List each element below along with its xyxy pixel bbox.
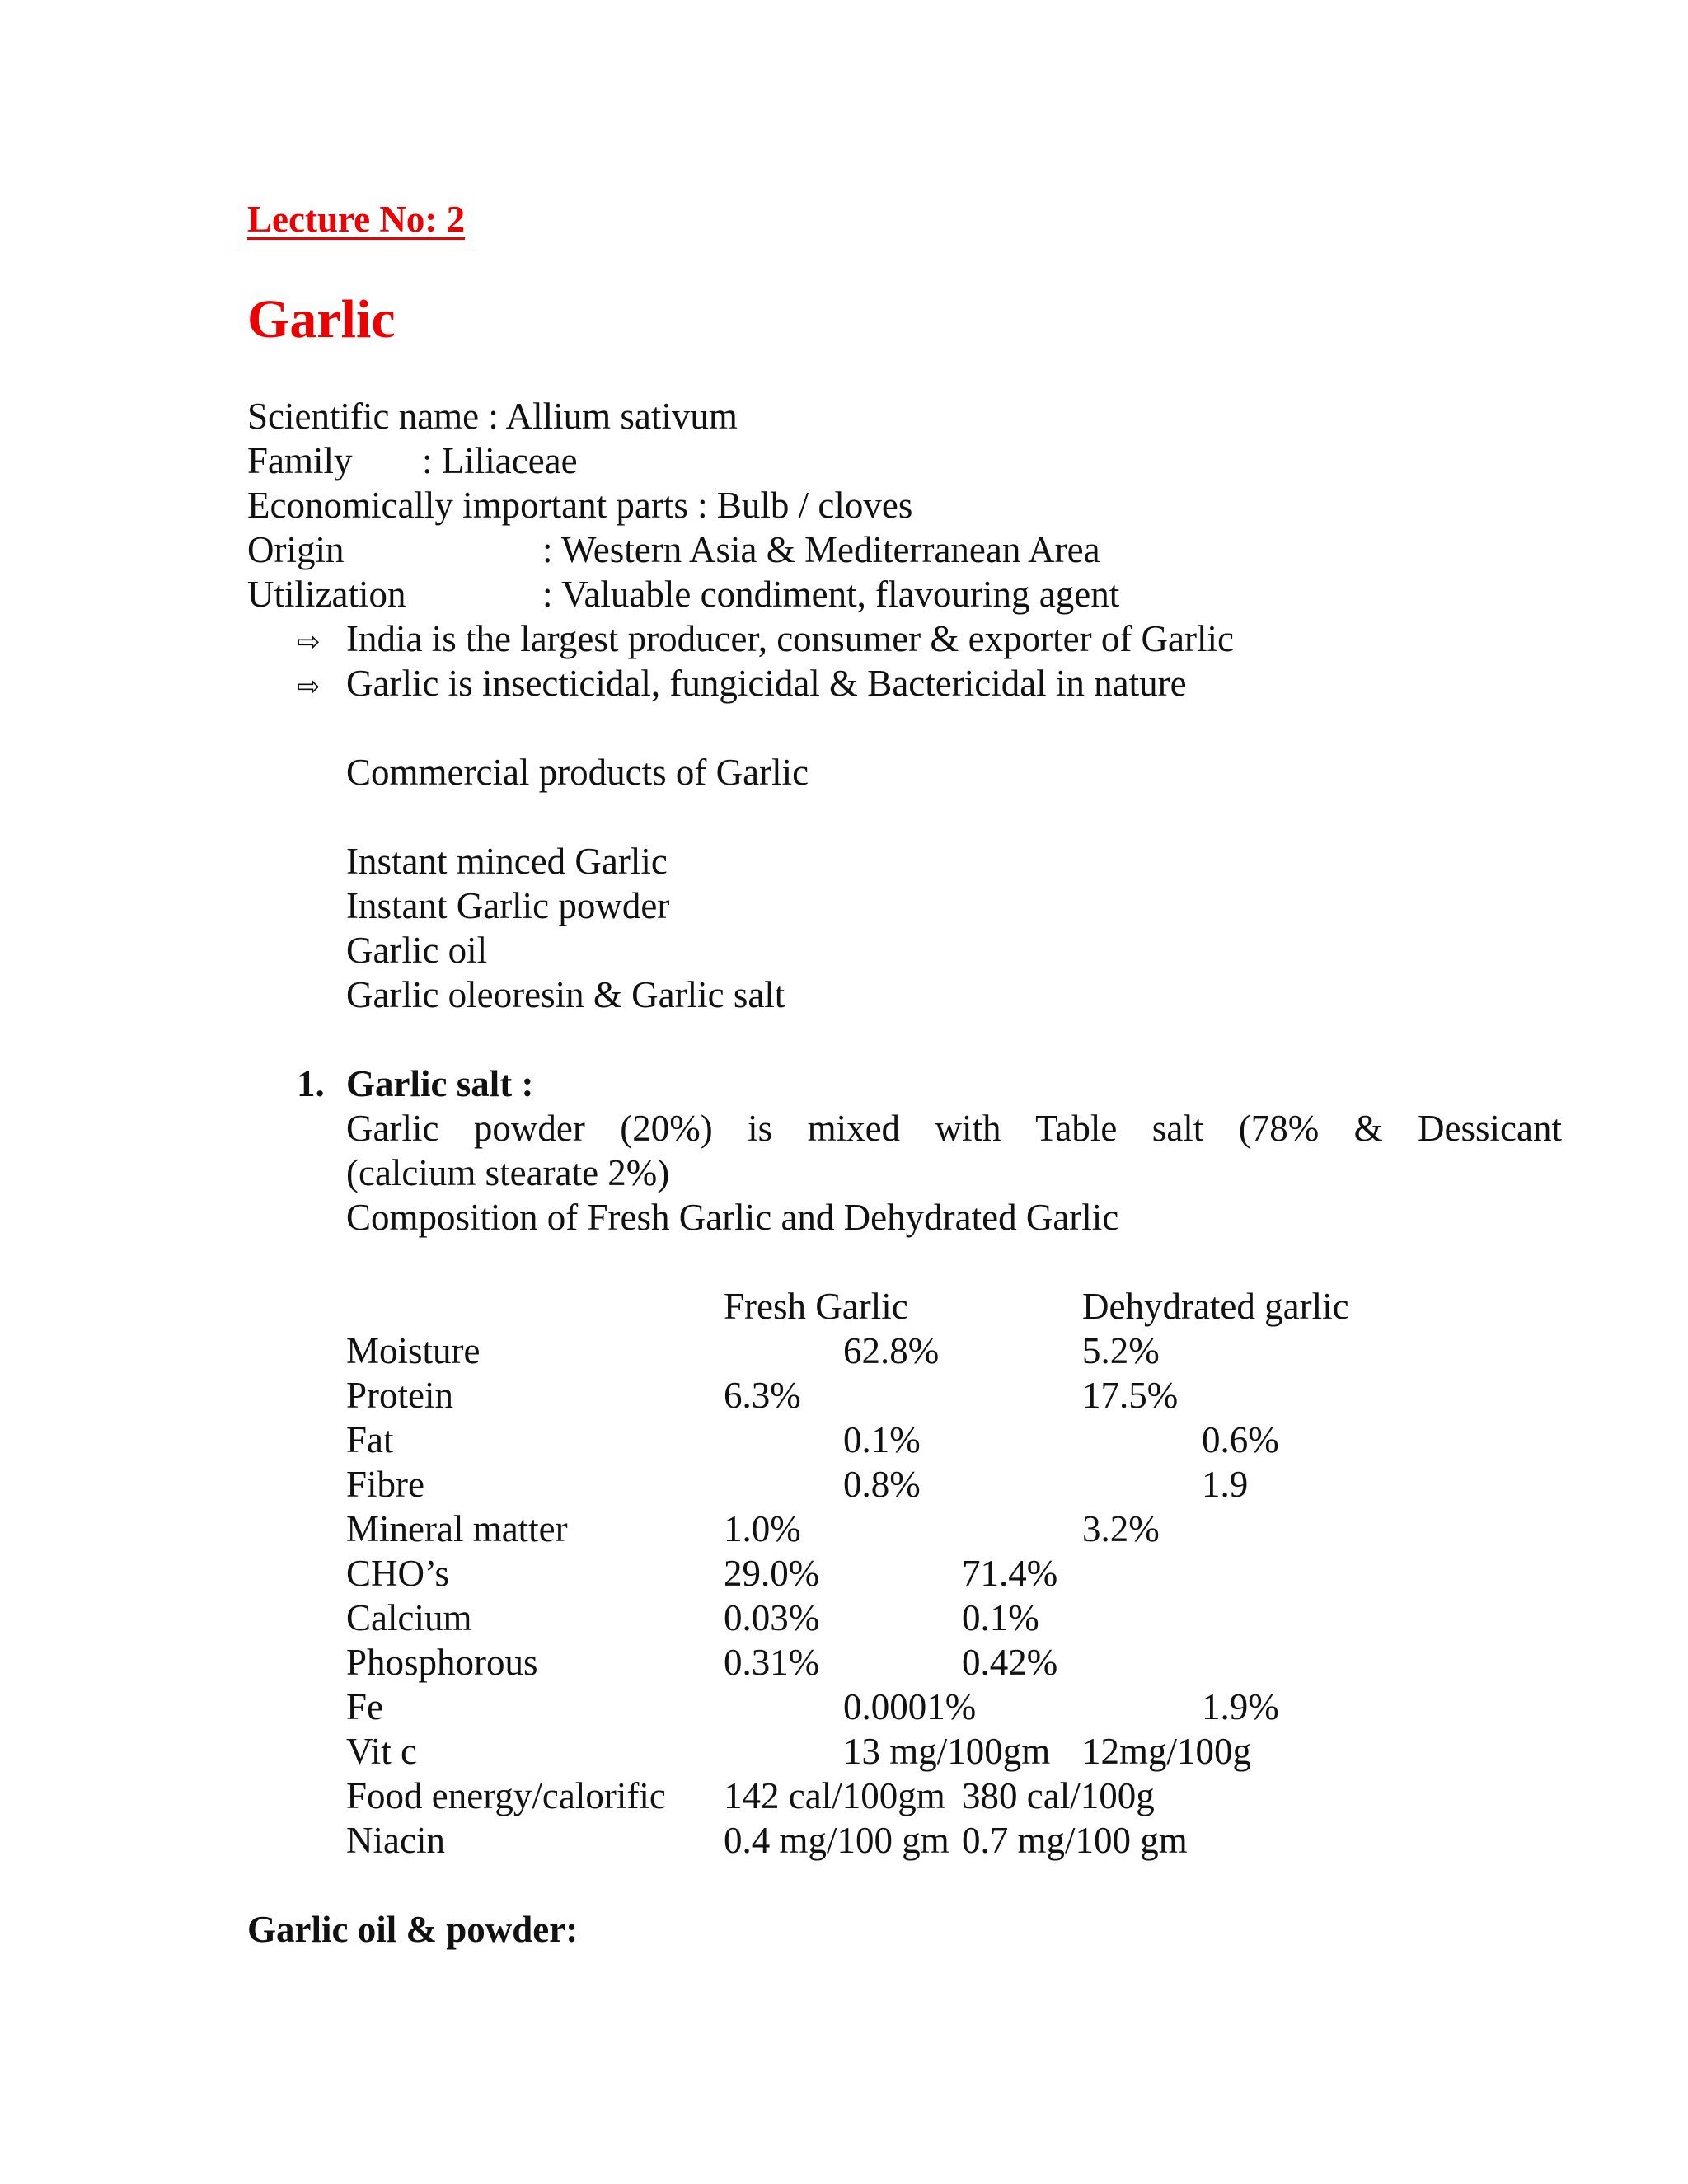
fresh-value: 0.1% xyxy=(843,1419,921,1460)
bullet-item xyxy=(297,616,1234,664)
row-label: Vit c xyxy=(346,1731,418,1772)
bullet-text: Garlic is insecticidal, fungicidal & Bactericidal in nature xyxy=(346,663,1187,704)
row-label: Niacin xyxy=(346,1820,445,1861)
economic-parts: Economically important parts : Bulb / cloves xyxy=(247,485,913,526)
fresh-value: 0.31% xyxy=(724,1642,820,1683)
commercial-heading: Commercial products of Garlic xyxy=(346,752,809,793)
bullet-item xyxy=(297,661,1187,709)
dehydrated-value: 0.42% xyxy=(962,1642,1058,1683)
fresh-value: 13 mg/100gm xyxy=(843,1731,1051,1772)
origin-label: Origin xyxy=(247,529,345,570)
fresh-value: 0.03% xyxy=(724,1597,820,1638)
fresh-value: 0.0001% xyxy=(843,1686,977,1727)
dehydrated-value: 1.9 xyxy=(1202,1464,1249,1505)
column-header-fresh: Fresh Garlic xyxy=(724,1286,908,1327)
dehydrated-value: 1.9% xyxy=(1202,1686,1279,1727)
scientific-name: Scientific name : Allium sativum xyxy=(247,396,738,437)
fresh-value: 0.8% xyxy=(843,1464,921,1505)
composition-title: Composition of Fresh Garlic and Dehydrated Garlic xyxy=(346,1197,1119,1238)
right-arrow-icon: ⇨ xyxy=(297,670,321,703)
dehydrated-value: 0.6% xyxy=(1202,1419,1279,1460)
dehydrated-value: 71.4% xyxy=(962,1553,1058,1594)
fresh-value: 6.3% xyxy=(724,1375,801,1416)
row-label: Calcium xyxy=(346,1597,472,1638)
commercial-item: Garlic oleoresin & Garlic salt xyxy=(346,974,785,1015)
utilization-label: Utilization xyxy=(247,574,406,615)
utilization-value: : Valuable condiment, flavouring agent xyxy=(542,574,1120,615)
origin-value: : Western Asia & Mediterranean Area xyxy=(542,529,1100,570)
commercial-item: Instant Garlic powder xyxy=(346,885,670,926)
section-heading-garlic-oil: Garlic oil & powder: xyxy=(247,1909,579,1950)
row-label: Fe xyxy=(346,1686,383,1727)
family-value: : Liliaceae xyxy=(422,440,578,481)
commercial-item: Instant minced Garlic xyxy=(346,841,668,882)
column-header-dehydrated: Dehydrated garlic xyxy=(1082,1286,1349,1327)
family-label: Family xyxy=(247,440,353,481)
bullet-text: India is the largest producer, consumer & exporter of Garlic xyxy=(346,618,1234,659)
row-label: Moisture xyxy=(346,1330,481,1371)
row-label: Fat xyxy=(346,1419,394,1460)
garlic-salt-description-cont: (calcium stearate 2%) xyxy=(346,1152,670,1193)
commercial-item: Garlic oil xyxy=(346,930,488,971)
fresh-value: 142 cal/100gm xyxy=(724,1775,945,1816)
section-number: 1. xyxy=(297,1063,325,1104)
fresh-value: 62.8% xyxy=(843,1330,940,1371)
right-arrow-icon: ⇨ xyxy=(297,626,321,658)
lecture-number: Lecture No: 2 xyxy=(247,199,466,240)
fresh-value: 29.0% xyxy=(724,1553,820,1594)
dehydrated-value: 380 cal/100g xyxy=(962,1775,1155,1816)
row-label: Mineral matter xyxy=(346,1508,568,1549)
row-label: Fibre xyxy=(346,1464,424,1505)
dehydrated-value: 3.2% xyxy=(1082,1508,1160,1549)
dehydrated-value: 0.7 mg/100 gm xyxy=(962,1820,1188,1861)
dehydrated-value: 0.1% xyxy=(962,1597,1039,1638)
row-label: Protein xyxy=(346,1375,453,1416)
fresh-value: 0.4 mg/100 gm xyxy=(724,1820,950,1861)
row-label: CHO’s xyxy=(346,1553,450,1594)
fresh-value: 1.0% xyxy=(724,1508,801,1549)
section-heading: Garlic salt : xyxy=(346,1063,534,1104)
row-label: Food energy/calorific xyxy=(346,1775,666,1816)
garlic-salt-description: Garlic powder (20%) is mixed with Table salt (78% & Dessicant xyxy=(346,1108,1562,1149)
dehydrated-value: 12mg/100g xyxy=(1082,1731,1252,1772)
page-title: Garlic xyxy=(247,289,396,349)
row-label: Phosphorous xyxy=(346,1642,538,1683)
dehydrated-value: 17.5% xyxy=(1082,1375,1179,1416)
dehydrated-value: 5.2% xyxy=(1082,1330,1160,1371)
